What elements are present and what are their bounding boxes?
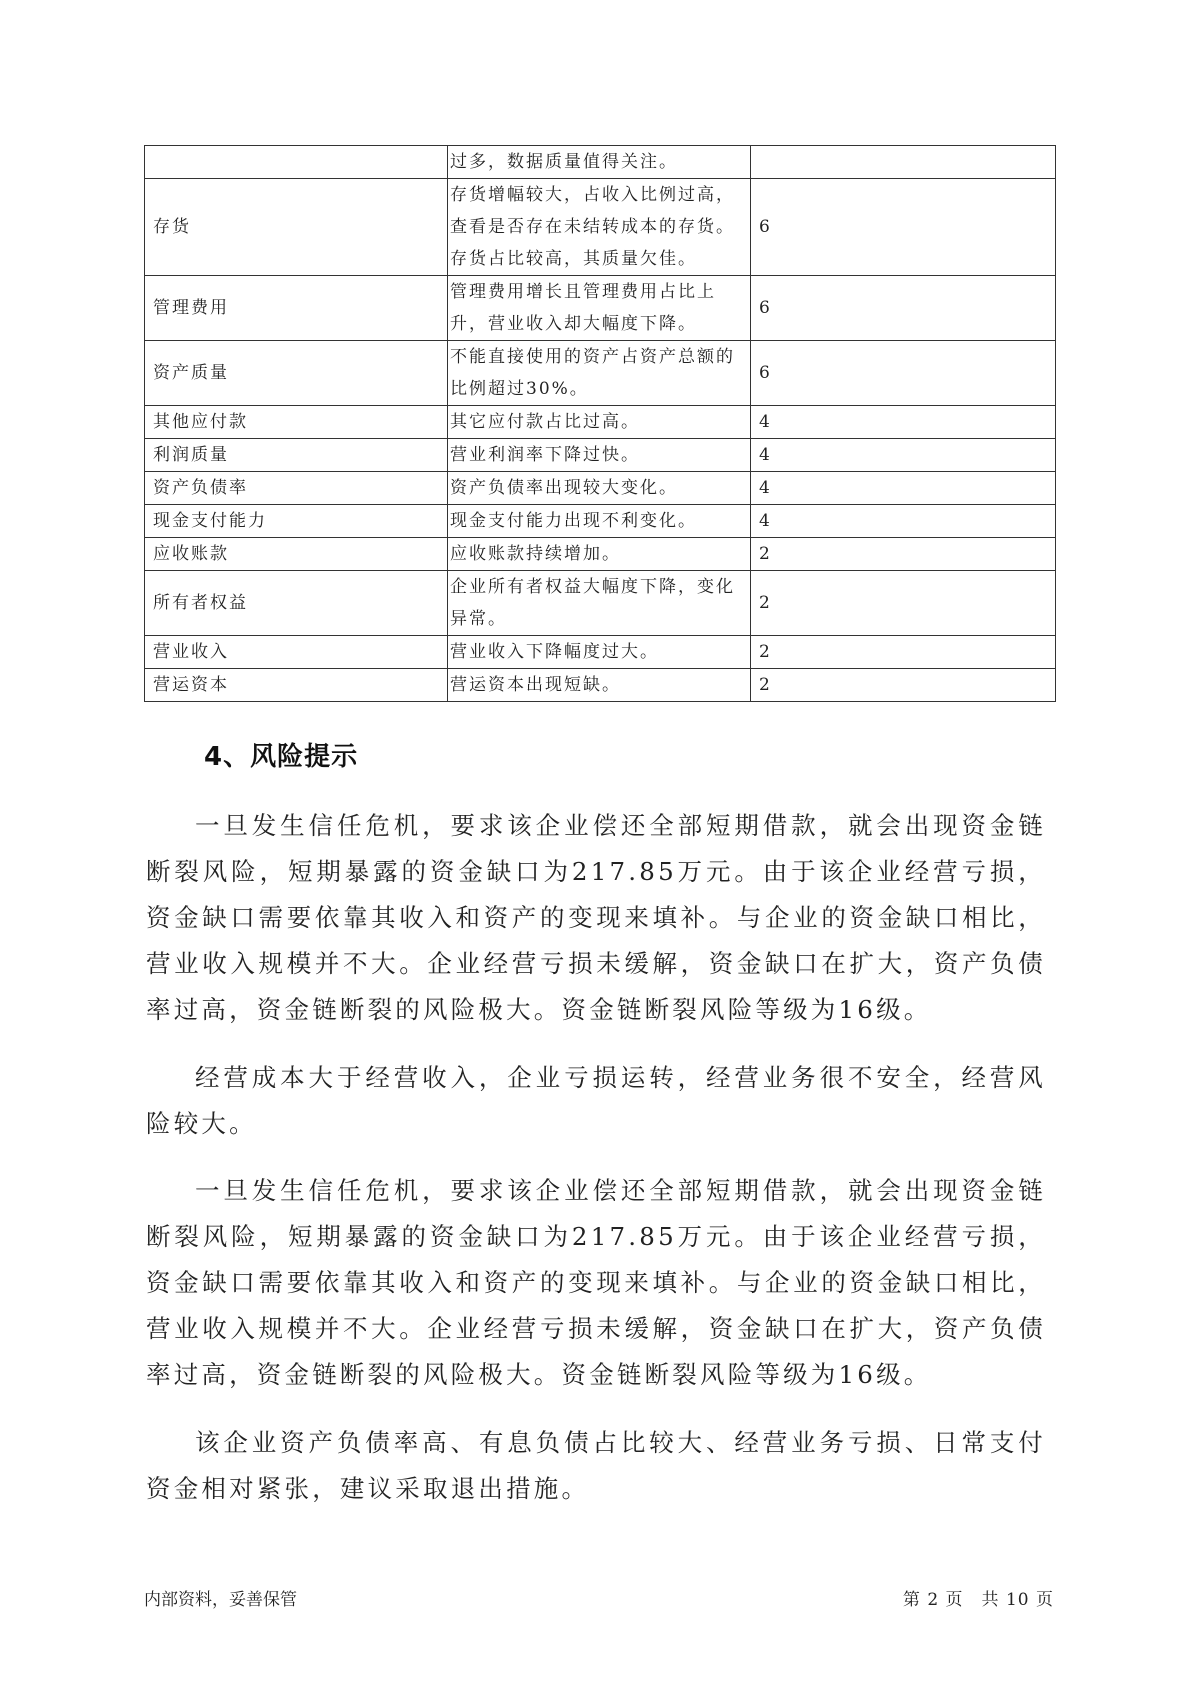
indicator-cell: 应收账款 [145, 538, 448, 571]
table-row [145, 538, 1056, 571]
table-row [145, 276, 1056, 341]
description-cell: 应收账款持续增加。 [448, 538, 751, 571]
score-cell: 2 [751, 669, 1056, 702]
score-cell: 2 [751, 636, 1056, 669]
description-cell: 企业所有者权益大幅度下降，变化异常。 [448, 571, 751, 636]
paragraph: 该企业资产负债率高、有息负债占比较大、经营业务亏损、日常支付资金相对紧张，建议采取退出措施。 [146, 1428, 1046, 1503]
section-heading: 4、风险提示 [204, 742, 359, 772]
score-cell: 6 [751, 276, 1056, 341]
indicator-cell [145, 146, 448, 179]
indicator-cell: 管理费用 [145, 276, 448, 341]
score-cell [751, 146, 1056, 179]
page-number: 第 2 页 共 10 页 [902, 1590, 1054, 1610]
paragraph: 经营成本大于经营收入，企业亏损运转，经营业务很不安全，经营风险较大。 [146, 1063, 1046, 1138]
indicator-cell: 所有者权益 [145, 571, 448, 636]
score-cell: 2 [751, 571, 1056, 636]
description-cell: 资产负债率出现较大变化。 [448, 472, 751, 505]
table-row [145, 636, 1056, 669]
table-row [145, 179, 1056, 276]
risk-indicator-table [144, 145, 1056, 702]
table-row [145, 505, 1056, 538]
table-row [145, 571, 1056, 636]
score-cell: 4 [751, 406, 1056, 439]
paragraph: 一旦发生信任危机，要求该企业偿还全部短期借款，就会出现资金链断裂风险，短期暴露的资金缺口为217.85万元。由于该企业经营亏损，资金缺口需要依靠其收入和资产的变现来填补。与企业的资金缺口相比，营业收入规模并不大。企业经营亏损未缓解，资金缺口在扩大，资产负债率过高，资金链断裂的风险极大。资金链断裂风险等级为16级。 [146, 1176, 1046, 1389]
indicator-cell: 存货 [145, 179, 448, 276]
description-cell: 现金支付能力出现不利变化。 [448, 505, 751, 538]
score-cell: 2 [751, 538, 1056, 571]
description-cell: 营业收入下降幅度过大。 [448, 636, 751, 669]
score-cell: 4 [751, 505, 1056, 538]
description-cell: 营运资本出现短缺。 [448, 669, 751, 702]
indicator-cell: 利润质量 [145, 439, 448, 472]
indicator-cell: 资产负债率 [145, 472, 448, 505]
description-cell: 存货增幅较大，占收入比例过高，查看是否存在未结转成本的存货。存货占比较高，其质量欠佳。 [448, 179, 751, 276]
description-cell: 其它应付款占比过高。 [448, 406, 751, 439]
score-cell: 6 [751, 341, 1056, 406]
confidentiality-note: 内部资料，妥善保管 [144, 1590, 297, 1610]
description-cell: 过多，数据质量值得关注。 [448, 146, 751, 179]
table-row [145, 341, 1056, 406]
score-cell: 4 [751, 472, 1056, 505]
description-cell: 不能直接使用的资产占资产总额的比例超过30%。 [448, 341, 751, 406]
table-row [145, 669, 1056, 702]
indicator-cell: 其他应付款 [145, 406, 448, 439]
indicator-cell: 营业收入 [145, 636, 448, 669]
indicator-cell: 资产质量 [145, 341, 448, 406]
score-cell: 6 [751, 179, 1056, 276]
table-row [145, 406, 1056, 439]
table-row [145, 472, 1056, 505]
table-row [145, 439, 1056, 472]
score-cell: 4 [751, 439, 1056, 472]
description-cell: 管理费用增长且管理费用占比上升，营业收入却大幅度下降。 [448, 276, 751, 341]
indicator-cell: 现金支付能力 [145, 505, 448, 538]
paragraph: 一旦发生信任危机，要求该企业偿还全部短期借款，就会出现资金链断裂风险，短期暴露的资金缺口为217.85万元。由于该企业经营亏损，资金缺口需要依靠其收入和资产的变现来填补。与企业的资金缺口相比，营业收入规模并不大。企业经营亏损未缓解，资金缺口在扩大，资产负债率过高，资金链断裂的风险极大。资金链断裂风险等级为16级。 [146, 811, 1046, 1024]
indicator-cell: 营运资本 [145, 669, 448, 702]
table-row [145, 146, 1056, 179]
description-cell: 营业利润率下降过快。 [448, 439, 751, 472]
